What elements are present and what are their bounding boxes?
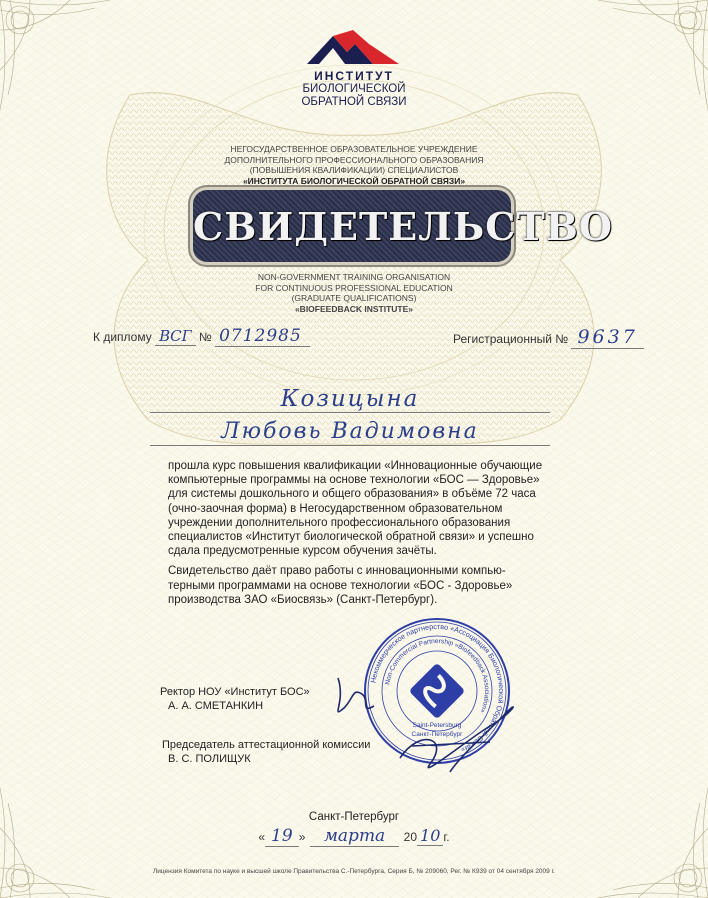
rector-name: А. А. СМЕТАНКИН xyxy=(168,700,264,712)
logo-line-1: ИНСТИТУТ xyxy=(314,69,394,83)
chair-name: В. С. ПОЛИЩУК xyxy=(168,753,251,765)
diploma-label: К диплому xyxy=(93,330,152,344)
certificate-title: СВИДЕТЕЛЬСТВО xyxy=(193,204,613,249)
issue-date xyxy=(0,826,708,846)
recipient-surname-line xyxy=(150,386,550,413)
org-en-line-3: (GRADUATE QUALIFICATIONS) xyxy=(291,293,417,303)
date-year-prefix: 20 xyxy=(403,830,418,844)
stamp-city-ru: Санкт-Петербург xyxy=(411,731,463,738)
logo-line-2: БИОЛОГИЧЕСКОЙ xyxy=(302,83,406,95)
body-line: специалистов «Институт биологической обратной связи» и успешно xyxy=(168,531,534,544)
signatures-handwritten xyxy=(300,668,540,788)
institute-logo-icon xyxy=(303,30,403,66)
license-footer: Лицензия Комитета по науке и высшей школе Правительства С.-Петербурга, Серия Б, № 209060, Рег. № К939 от 04 сентября 2009 г. xyxy=(153,868,555,875)
chair-title: Председатель аттестационной комиссии xyxy=(162,739,371,751)
org-ru-line-2: ДОПОЛНИТЕЛЬНОГО ПРОФЕССИОНАЛЬНОГО ОБРАЗОВАНИЯ xyxy=(224,154,484,165)
body-line: сдала предусмотренные курсом обучения зачёты. xyxy=(168,545,437,558)
date-month: марта xyxy=(310,826,399,847)
body-line: (очно-заочная форма) в Негосударственном образовательном xyxy=(168,502,503,515)
org-en-line-2: FOR CONTINUOUS PROFESSIONAL EDUCATION xyxy=(255,282,453,293)
org-en-line-4: «BIOFEEDBACK INSTITUTE» xyxy=(294,303,414,314)
recipient-given-names: Любовь Вадимовна xyxy=(221,419,479,444)
org-ru-line-1: НЕГОСУДАРСТВЕННОЕ ОБРАЗОВАТЕЛЬНОЕ УЧРЕЖДЕНИЕ xyxy=(230,144,478,154)
registration-reference xyxy=(453,326,644,348)
recipient-given-names-line xyxy=(150,419,550,446)
body-line: производства ЗАО «Биосвязь» (Санкт-Петербург). xyxy=(168,593,438,606)
chair-signature-block xyxy=(162,738,370,766)
date-open-quote: « xyxy=(258,830,266,844)
diploma-number: 0712985 xyxy=(215,326,310,347)
stamp-inner-text: Non-Commercial Partnership «Biofeedback Association» xyxy=(384,637,491,714)
date-year-suffix: 10 xyxy=(417,826,443,846)
date-year-label: г. xyxy=(443,830,450,844)
logo-line-3: ОБРАТНОЙ СВЯЗИ xyxy=(301,96,407,108)
stamp-city: Saint-Petersburg xyxy=(412,722,462,729)
org-ru-line-3: (ПОВЫШЕНИЯ КВАЛИФИКАЦИИ) СПЕЦИАЛИСТОВ xyxy=(249,165,459,175)
diploma-number-label: № xyxy=(198,330,212,344)
body-paragraph-2 xyxy=(168,564,608,607)
recipient-surname: Козицына xyxy=(280,386,420,412)
place: Санкт-Петербург xyxy=(308,811,400,823)
stamp-outer-text: Некоммерческое партнерство «Ассоциация Биологической Обратной Связи» xyxy=(368,621,507,755)
registration-number: 9637 xyxy=(571,326,643,349)
rector-title: Ректор НОУ «Институт БОС» xyxy=(160,686,310,698)
body-paragraph-1 xyxy=(168,459,608,558)
body-line: компьютерные программы на основе технологии «БОС — Здоровье» xyxy=(168,474,540,487)
org-ru-line-4: «ИНСТИТУТА БИОЛОГИЧЕСКОЙ ОБРАТНОЙ СВЯЗИ» xyxy=(242,175,466,186)
body-line: терными программами на основе технологии «БОС - Здоровье» xyxy=(168,579,513,592)
organisation-name-ru xyxy=(0,144,708,186)
diploma-series: ВСГ xyxy=(155,327,195,346)
institute-logo-text xyxy=(0,70,708,109)
body-line: для системы дошкольного и общего образования» в объёме 72 часа xyxy=(168,488,536,501)
rector-signature-block xyxy=(160,685,310,713)
org-en-line-1: NON-GOVERNMENT TRAINING ORGANISATION xyxy=(257,272,451,282)
body-line: Свидетельство даёт право работы с инновационными компью- xyxy=(168,565,506,578)
diploma-reference xyxy=(93,326,310,346)
body-line: прошла курс повышения квалификации «Инновационные обучающие xyxy=(168,460,543,472)
date-close-quote: » xyxy=(298,830,306,844)
date-day: 19 xyxy=(265,826,299,847)
body-line: учреждении дополнительного профессионального образования xyxy=(168,516,511,529)
organisation-name-en xyxy=(0,272,708,314)
certificate-body xyxy=(168,459,608,607)
title-plate xyxy=(193,190,613,262)
registration-label: Регистрационный № xyxy=(453,332,569,346)
